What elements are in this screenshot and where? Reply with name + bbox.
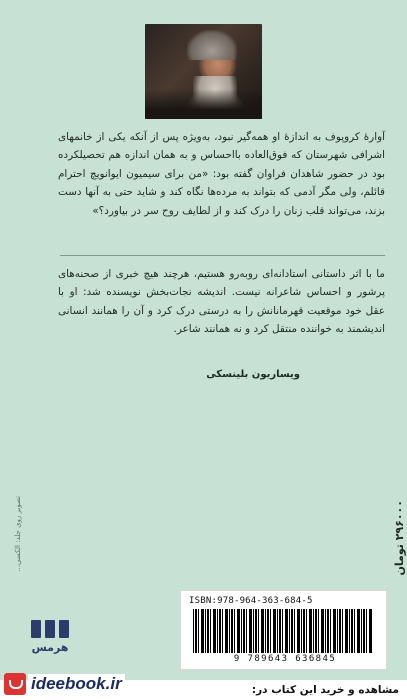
portrait-collar xyxy=(145,89,262,119)
store-footer-text[interactable]: مشاهده و خرید این کتاب در: xyxy=(251,684,399,696)
isbn-barcode xyxy=(180,590,387,670)
barcode-bars xyxy=(193,609,373,653)
section-divider xyxy=(60,255,385,256)
isbn-text: ISBN:978-964-363-684-5 xyxy=(189,596,313,606)
store-logo-icon xyxy=(4,673,26,695)
cover-image-credit: تصویر روی جلد: الکسی... xyxy=(14,496,22,572)
back-cover-quote-2: ما با اثر داستانی استادانه‌ای روبه‌رو هستیم، هرچند هیچ خبری از صحنه‌های پرشور و احساس شاعرانه نیست. اندیشه نجات‌بخش نویسنده شد: او با عقل خود موقعیت قهرمانانش را به درستی درک کرد و آن را همانند انسانی اندیشمند به خواننده منتقل کرد و نه همانند شاعر. xyxy=(58,268,385,336)
back-cover-quote-1: آوارهٔ کروپوف به اندازهٔ او همه‌گیر نبود، به‌ویژه پس از آنکه یکی از خانمهای اشرافی شهرستان که فوق‌العاده بااحساس و به همان اندازه هم تحصیلکرده بود در حضور شاهدان فراوان گفته بود: «من برای سیمیون ایوانویچ احترام قائلم، ولی مگر آدمی که بتواند به مرده‌ها نگاه کند و شاید حتی به آنها دست بزند، می‌تواند قلب زنان را درک کند و از لطایف روح سر در بیاورد؟» xyxy=(58,131,385,217)
price-text: ۲۹۶۰۰۰ تومان xyxy=(393,500,406,576)
author-portrait xyxy=(145,24,262,119)
store-brand[interactable]: ideebook.ir xyxy=(28,674,125,694)
price-label xyxy=(393,500,406,600)
quote-author: ویساریون بلینسکی xyxy=(206,369,300,380)
portrait-hair xyxy=(187,30,237,60)
store-logo[interactable] xyxy=(4,670,125,698)
publisher-mark-icon xyxy=(31,620,69,638)
barcode-digits: 9 789643 636845 xyxy=(233,654,337,664)
publisher-name: هرمس xyxy=(31,641,69,654)
